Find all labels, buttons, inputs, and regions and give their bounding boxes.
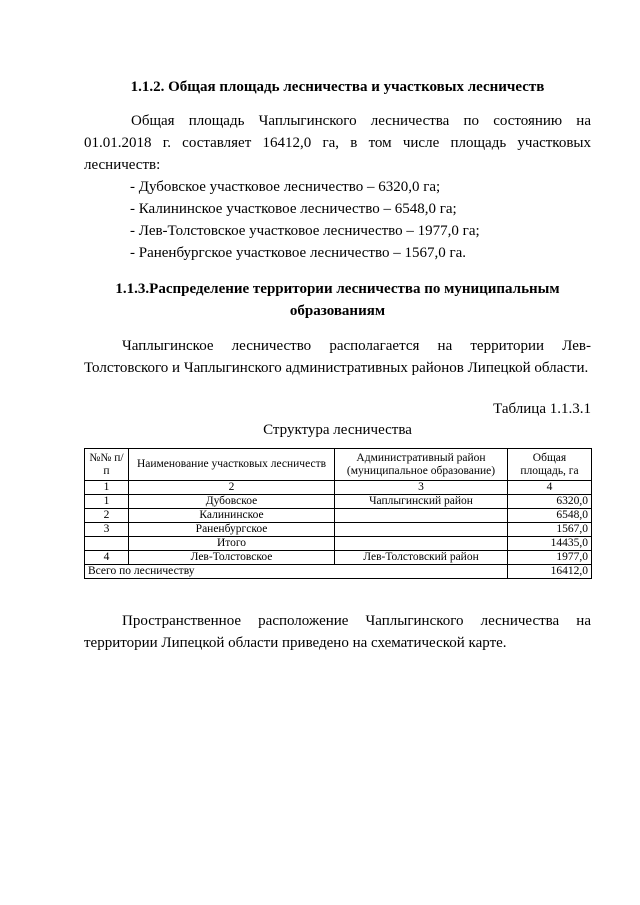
table-cell: 3 — [85, 523, 129, 537]
table-cell: 6548,0 — [508, 509, 592, 523]
table-cell: 14435,0 — [508, 537, 592, 551]
table-cell: 1567,0 — [508, 523, 592, 537]
table-cell: Лев-Толстовский район — [335, 551, 508, 565]
column-header-name: Наименование участковых лесничеств — [129, 449, 335, 481]
column-header-area: Общая площадь, га — [508, 449, 592, 481]
column-numbers-row — [85, 481, 592, 495]
list-item: - Калининское участковое лесничество – 6548,0 га; — [130, 201, 457, 217]
table-cell — [335, 509, 508, 523]
table-row — [85, 509, 592, 523]
table-row — [85, 495, 592, 509]
table-row — [85, 537, 592, 551]
table-row — [85, 523, 592, 537]
section-heading-112: 1.1.2. Общая площадь лесничества и участковых лесничеств — [130, 79, 545, 95]
table-cell: 3 — [335, 481, 508, 495]
section-113-paragraph: Чаплыгинское лесничество располагается на территории Лев-Толстовского и Чаплыгинского административных районов Липецкой области. — [84, 338, 591, 376]
table-number: Таблица 1.1.3.1 — [493, 401, 591, 417]
table-cell: Раненбургское — [129, 523, 335, 537]
table-cell: 1977,0 — [508, 551, 592, 565]
table-cell — [335, 537, 508, 551]
table-cell: 4 — [85, 551, 129, 565]
section-heading-113-line1: 1.1.3.Распределение территории лесничества по муниципальным — [115, 281, 560, 297]
table-cell: 2 — [129, 481, 335, 495]
list-item: - Лев-Толстовское участковое лесничество – 1977,0 га; — [130, 223, 480, 239]
table-cell: Дубовское — [129, 495, 335, 509]
table-cell: 4 — [508, 481, 592, 495]
forestry-structure-table — [84, 448, 592, 579]
table-total-row — [85, 565, 592, 579]
table-cell: 1 — [85, 495, 129, 509]
table-cell — [85, 537, 129, 551]
column-header-number: №№ п/п — [85, 449, 129, 481]
table-cell: 2 — [85, 509, 129, 523]
closing-paragraph: Пространственное расположение Чаплыгинского лесничества на территории Липецкой области приведено на схематической карте. — [84, 613, 591, 651]
table-cell: Итого — [129, 537, 335, 551]
table-cell: Чаплыгинский район — [335, 495, 508, 509]
table-cell: 1 — [85, 481, 129, 495]
table-title: Структура лесничества — [263, 422, 412, 438]
section-112-paragraph: Общая площадь Чаплыгинского лесничества по состоянию на 01.01.2018 г. составляет 16412,0 га, в том числе площадь участковых лесничеств: — [84, 113, 591, 173]
column-header-district: Административный район (муниципальное образование) — [335, 449, 508, 481]
section-heading-113-line2: образованиям — [289, 303, 386, 319]
table-cell: Лев-Толстовское — [129, 551, 335, 565]
table-cell: 6320,0 — [508, 495, 592, 509]
table-cell — [335, 523, 508, 537]
total-label: Всего по лесничеству — [85, 565, 508, 579]
list-item: - Раненбургское участковое лесничество – 1567,0 га. — [130, 245, 467, 261]
table-cell: Калининское — [129, 509, 335, 523]
table-row — [85, 551, 592, 565]
total-value: 16412,0 — [508, 565, 592, 579]
table-header-row — [85, 449, 592, 481]
list-item: - Дубовское участковое лесничество – 6320,0 га; — [130, 179, 441, 195]
